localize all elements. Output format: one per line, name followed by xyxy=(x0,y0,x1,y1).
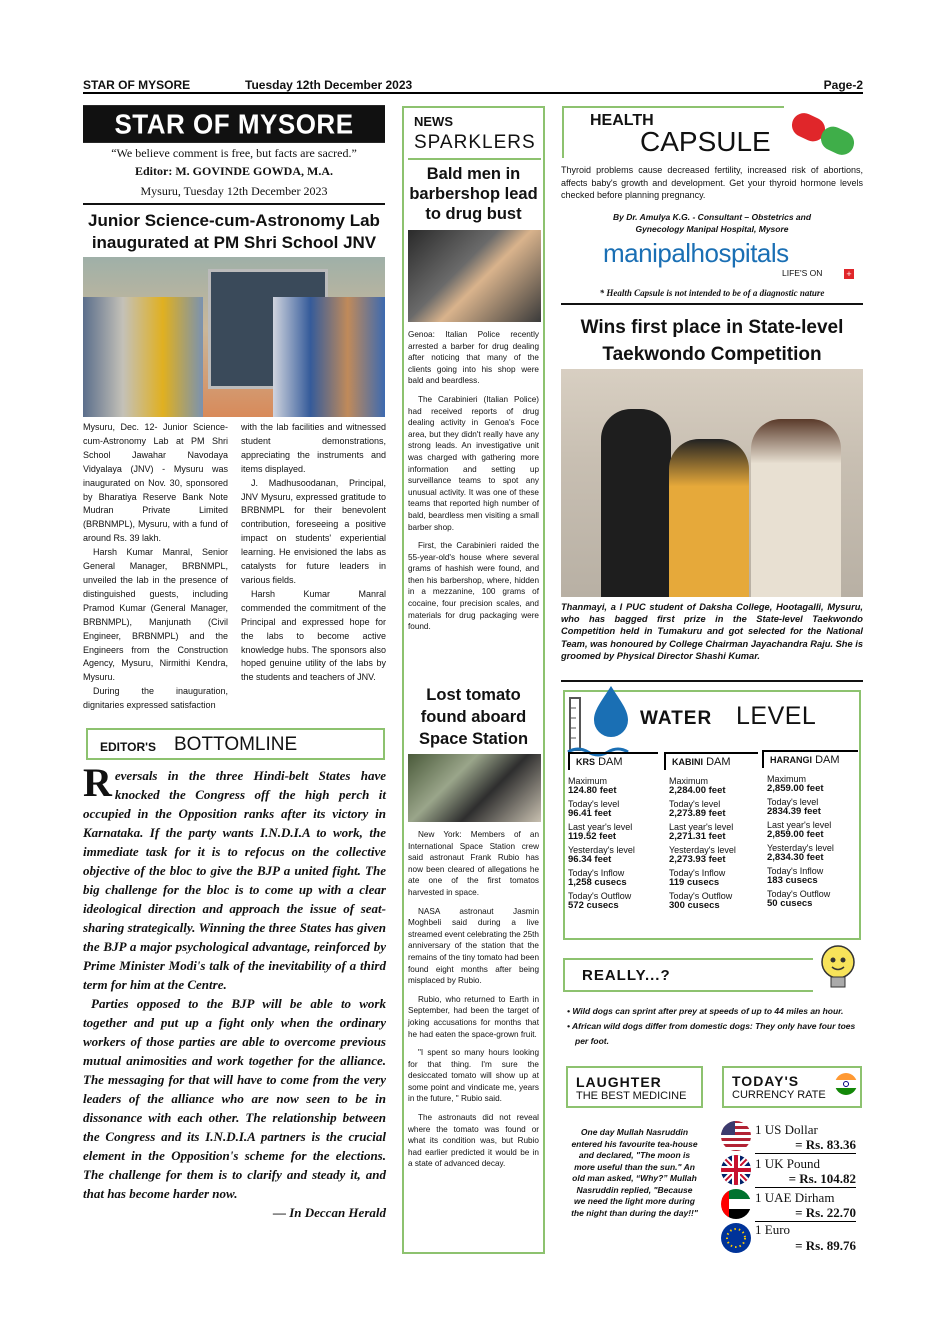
health-label-big: CAPSULE xyxy=(640,126,771,157)
story1-p3: First, the Carabinieri raided the 55-year-old's house where several grams of hashish were found, and then his barbershop, where, hidden in a mezzanine, 100 grams of cocaine, four precision scales, and materials for drug packaging were found. xyxy=(408,541,539,632)
harangi-value-today: 2834.39 feet xyxy=(767,806,821,817)
story2-p4: "I spent so many hours looking for that thing. I'm sure the desiccated tomato will show up at some point and vindicate me, years in the future, " Rubio said. xyxy=(408,1048,539,1104)
story2-p1: New York: Members of an International Space Station crew said astronaut Frank Rubio has now been cleared of allegations he ate one of the first tomatos harvested in space. xyxy=(408,830,539,897)
really-title: REALLY...? xyxy=(582,967,671,984)
lab-col1-p3: During the inauguration, dignitaries expressed satisfaction xyxy=(83,686,228,711)
story1-body xyxy=(408,329,539,640)
laughter-text: One day Mullah Nasruddin entered his favourite tea-house and declared, "The moon is more useful than the sun." An old man asked, “Why?” Mullah Nasruddin replied, "Because we need the light more during the night than during the day!!" xyxy=(571,1127,698,1218)
dam-harangi-short: HARANGI xyxy=(770,755,812,765)
rate-uae-unit: 1 UAE Dirham xyxy=(755,1190,835,1205)
kabini-label-yesterday: Yesterday's level xyxy=(669,845,736,855)
lightbulb-icon xyxy=(812,940,864,996)
person-coach xyxy=(601,409,671,597)
rate-uae-value: = Rs. 22.70 xyxy=(755,1205,856,1222)
dam-kabini-data xyxy=(669,776,761,914)
dam-kabini-word: DAM xyxy=(706,756,731,768)
lab-col2 xyxy=(241,421,386,685)
kabini-value-max: 2,284.00 feet xyxy=(669,785,726,796)
taekwondo-photo xyxy=(561,369,863,597)
news-divider xyxy=(408,158,541,160)
kabini-label-outflow: Today's Outflow xyxy=(669,891,733,901)
kabini-value-outflow: 300 cusecs xyxy=(669,900,720,911)
taekwondo-caption: Thanmayi, a I PUC student of Daksha College, Hootagalli, Mysuru, who has bagged first prize in the State-level Taekwondo Competition held in Tumakuru and got selected for the National Team, was honoured by College Chairman Jayachandra Raju. She is groomed by Physical Director Shashi Kumar. xyxy=(561,602,863,661)
page-header xyxy=(83,78,863,94)
health-label-small: HEALTH xyxy=(590,112,654,129)
harangi-value-last: 2,859.00 feet xyxy=(767,829,824,840)
lab-col2-p3: Harsh Kumar Manral commended the commitment of the Principal and expressed hope for the labs to become active knowledge hubs. The sponsors also hoped genuine utility of the labs by the students and teachers of JNV. xyxy=(241,588,386,683)
krs-value-yesterday: 96.34 feet xyxy=(568,854,612,865)
water-label-small: WATER xyxy=(640,708,713,729)
kabini-label-today: Today's level xyxy=(669,799,721,809)
story2-title: Lost tomato found aboard Space Station xyxy=(418,686,529,748)
dam-kabini-header xyxy=(664,752,758,770)
dam-krs-short: KRS xyxy=(576,757,596,767)
currency-subtitle: CURRENCY RATE xyxy=(732,1089,826,1101)
person-student xyxy=(669,439,749,597)
divider xyxy=(561,303,863,305)
krs-label-max: Maximum xyxy=(568,776,608,786)
masthead-title: STAR OF MYSORE xyxy=(83,105,385,143)
krs-label-inflow: Today's Inflow xyxy=(568,868,625,878)
story2-p5: The astronauts did not reveal where the tomato was found or what its condition was, but Rubio had earlier predicted it would be in a state of advanced decay. xyxy=(408,1113,539,1169)
dam-harangi-word: DAM xyxy=(815,754,840,766)
us-flag-icon xyxy=(720,1120,752,1152)
krs-label-yesterday: Yesterday's level xyxy=(568,845,635,855)
rate-uk-unit: 1 UK Pound xyxy=(755,1156,821,1171)
really-facts xyxy=(563,1004,863,1049)
dam-kabini-short: KABINI xyxy=(672,757,703,767)
editorial-credit: — In Deccan Herald xyxy=(272,1205,386,1220)
tomato-photo xyxy=(408,754,541,822)
lab-people-right xyxy=(273,297,385,417)
kabini-value-inflow: 119 cusecs xyxy=(669,877,720,888)
pill-icon xyxy=(782,108,864,160)
rate-us-unit: 1 US Dollar xyxy=(755,1122,818,1137)
header-paper: STAR OF MYSORE xyxy=(83,78,191,92)
story2-p2: NASA astronaut Jasmin Moghbeli said during a live streamed event celebrating the 25th anniversary of the station that the remains of the tiny tomato had been found eight months after being misplaced by Rubio. xyxy=(408,906,539,986)
krs-value-today: 96.41 feet xyxy=(568,808,612,819)
laughter-subtitle: THE BEST MEDICINE xyxy=(576,1090,687,1102)
really-fact-1: • Wild dogs can sprint after prey at speeds of up to 44 miles an hour. xyxy=(567,1006,844,1016)
lab-col1 xyxy=(83,421,228,713)
really-fact-1-text: Wild dogs can sprint after prey at speeds of up to 44 miles an hour. xyxy=(572,1006,844,1016)
krs-label-outflow: Today's Outflow xyxy=(568,891,632,901)
kabini-value-yesterday: 2,273.93 feet xyxy=(669,854,726,865)
manipal-tagline: LIFE'S ON xyxy=(782,268,823,278)
kabini-value-today: 2,273.89 feet xyxy=(669,808,726,819)
krs-value-inflow: 1,258 cusecs xyxy=(568,877,627,888)
dam-harangi-data xyxy=(767,774,859,912)
kabini-label-max: Maximum xyxy=(669,776,709,786)
lab-col1-p1: Mysuru, Dec. 12- Junior Science-cum-Astronomy Lab at PM Shri School Jawahar Navodaya Vidyalaya (JNV) - Mysuru was inaugurated on Nov. 30, sponsored by Bharatiya Reserve Bank Note Mudran Private Limited (BRBNMPL), Mysuru, with a fund of around Rs. 39 lakh. xyxy=(83,422,228,544)
manipal-logo: manipalhospitals xyxy=(603,238,789,268)
divider xyxy=(83,203,385,205)
editorial-label-big: BOTTOMLINE xyxy=(174,734,298,755)
kabini-label-inflow: Today's Inflow xyxy=(669,868,726,878)
water-label-big: LEVEL xyxy=(736,702,817,730)
india-flag-icon xyxy=(834,1072,858,1096)
dam-krs-word: DAM xyxy=(598,756,623,768)
eu-flag-icon xyxy=(720,1222,752,1254)
editorial-para2: Parties opposed to the BJP will be able to work together and put up a fight only when the ordinary workers of those parties are able to overcome previous mutual animosities and work together for the alliance. The messaging for that will have to come from the very leaders of the alliance who are now seen to be in dissonance with each other. The relationship between the Congress and its I.N.D.I.A partners is the crucial element in the Opposition's scheme for the elections. The challenge for them is to clarify and steady it, and that has become harder now. xyxy=(83,996,386,1201)
header-date: Tuesday 12th December 2023 xyxy=(245,78,413,92)
story2-p3: Rubio, who returned to Earth in September, had been the target of joking accusations for months that he had eaten the space-grown fruit. xyxy=(408,994,539,1039)
masthead-tagline: “We believe comment is free, but facts are sacred.” xyxy=(111,146,357,160)
health-byline: By Dr. Amulya K.G. - Consultant – Obstetrics and Gynecology Manipal Hospital, Mysore xyxy=(612,212,812,234)
krs-value-outflow: 572 cusecs xyxy=(568,900,619,911)
really-fact-2-text: African wild dogs differ from domestic dogs: They only have four toes per foot. xyxy=(572,1021,856,1046)
kabini-value-last: 2,271.31 feet xyxy=(669,831,726,842)
currency-title: TODAY'S xyxy=(732,1073,800,1089)
editorial-dropcap: R xyxy=(83,760,112,805)
header-page: Page-2 xyxy=(823,78,863,92)
krs-label-today: Today's level xyxy=(568,799,620,809)
masthead-editor: Editor: M. GOVINDE GOWDA, M.A. xyxy=(135,164,333,178)
harangi-value-yesterday: 2,834.30 feet xyxy=(767,852,824,863)
lab-col2-p2: J. Madhusoodanan, Principal, JNV Mysuru, expressed gratitude to BRBNMPL for their benevolent contribution, foreseeing a positive impact on students' experiential learning. He envisioned the labs as catalysts for future leaders in various fields. xyxy=(241,477,386,585)
krs-value-max: 124.80 feet xyxy=(568,785,617,796)
lab-people xyxy=(83,297,203,417)
harangi-label-inflow: Today's Inflow xyxy=(767,866,824,876)
rate-eu-value: = Rs. 89.76 xyxy=(795,1238,856,1253)
dam-harangi-header xyxy=(762,750,858,768)
harangi-label-yesterday: Yesterday's level xyxy=(767,843,834,853)
editorial-label-small: EDITOR'S xyxy=(100,740,156,754)
rate-us-value: = Rs. 83.36 xyxy=(755,1137,856,1154)
story1-title: Bald men in barbershop lead to drug bust xyxy=(409,165,538,223)
lab-photo xyxy=(83,257,385,417)
lab-col1-p2: Harsh Kumar Manral, Senior General Manager, BRBNMPL, unveiled the lab in the presence of distinguished guests, including Pramod Kumar (General Manager, BRBNMPL), Manjunath (Civil Engineer, BRBNMPL) and the Engineers from the Construction Agency, Mysuru, Nirmithi Kendra, Mysuru. xyxy=(83,547,228,683)
news-label-small: NEWS xyxy=(414,114,453,129)
masthead-dateline: Mysuru, Tuesday 12th December 2023 xyxy=(140,184,328,198)
harangi-label-outflow: Today's Outflow xyxy=(767,889,831,899)
krs-value-last: 119.52 feet xyxy=(568,831,617,842)
lab-col2-p1: with the lab facilities and witnessed student demonstrations, appreciating the instruments and items displayed. xyxy=(241,422,386,474)
editorial-body xyxy=(83,760,386,1222)
dam-krs-data xyxy=(568,776,660,914)
taekwondo-headline: Wins first place in State-level Taekwondo Competition xyxy=(580,317,844,365)
editorial-label-box xyxy=(86,728,385,760)
krs-label-last: Last year's level xyxy=(568,822,633,832)
laughter-title: LAUGHTER xyxy=(576,1074,662,1090)
story1-p1: Genoa: Italian Police recently arrested a barber for drug dealing after noticing that many of the clients going into his shop were bald and beardless. xyxy=(408,330,539,386)
dam-krs-header xyxy=(568,752,658,770)
harangi-label-max: Maximum xyxy=(767,774,807,784)
lab-headline: Junior Science-cum-Astronomy Lab inaugurated at PM Shri School JNV xyxy=(88,211,380,252)
news-label-big: SPARKLERS xyxy=(414,132,536,153)
rate-uk-value: = Rs. 104.82 xyxy=(755,1171,856,1188)
story2-body xyxy=(408,829,539,1177)
harangi-value-max: 2,859.00 feet xyxy=(767,783,824,794)
water-drop-icon xyxy=(566,678,636,758)
rate-eu-unit: 1 Euro xyxy=(755,1222,791,1237)
barber-photo xyxy=(408,230,541,322)
health-disclaimer: * Health Capsule is not intended to be of a diagnostic nature xyxy=(599,288,825,298)
really-fact-2: • African wild dogs differ from domestic dogs: They only have four toes per foot. xyxy=(567,1021,856,1046)
harangi-label-today: Today's level xyxy=(767,797,819,807)
plus-icon: + xyxy=(844,269,854,279)
kabini-label-last: Last year's level xyxy=(669,822,734,832)
uae-flag-icon xyxy=(720,1188,752,1220)
editorial-para1: eversals in the three Hindi-belt States have knocked the Congress off the high perch it occupied in the Opposition ranks after its victory in Karnataka. If the party wants I.N.D.I.A to work, the immediate task for it is to refocus on the collective objective of the bloc to give the BJP a united fight. The big challenge for the bloc is to come up with a clear ideological direction and approach the issue of seat-sharing strategically. Winning the three States has given the BJP a major psychological advantage, reinforced by Prime Minister Modi's talk of the inevitability of a third term for him at the Centre. xyxy=(83,768,386,992)
story1-p2: The Carabinieri (Italian Police) had received reports of drug dealing activity in Genoa's Foce area, but they didn't really have any strong leads. An investigative unit was charged with gathering more information and setting up surveillance teams to spot any unusual activity. It was one of these teams that reported high number of bald, beardless men visiting a small barber shop. xyxy=(408,394,539,532)
uk-flag-icon xyxy=(720,1154,752,1186)
health-text: Thyroid problems cause decreased fertility, increased risk of abortions, affects baby's growth and development. Get your thyroid hormone levels checked before planning pregnancy. xyxy=(561,165,863,200)
harangi-label-last: Last year's level xyxy=(767,820,832,830)
harangi-value-inflow: 183 cusecs xyxy=(767,875,818,886)
harangi-value-outflow: 50 cusecs xyxy=(767,898,813,909)
person-chairman xyxy=(751,419,841,597)
